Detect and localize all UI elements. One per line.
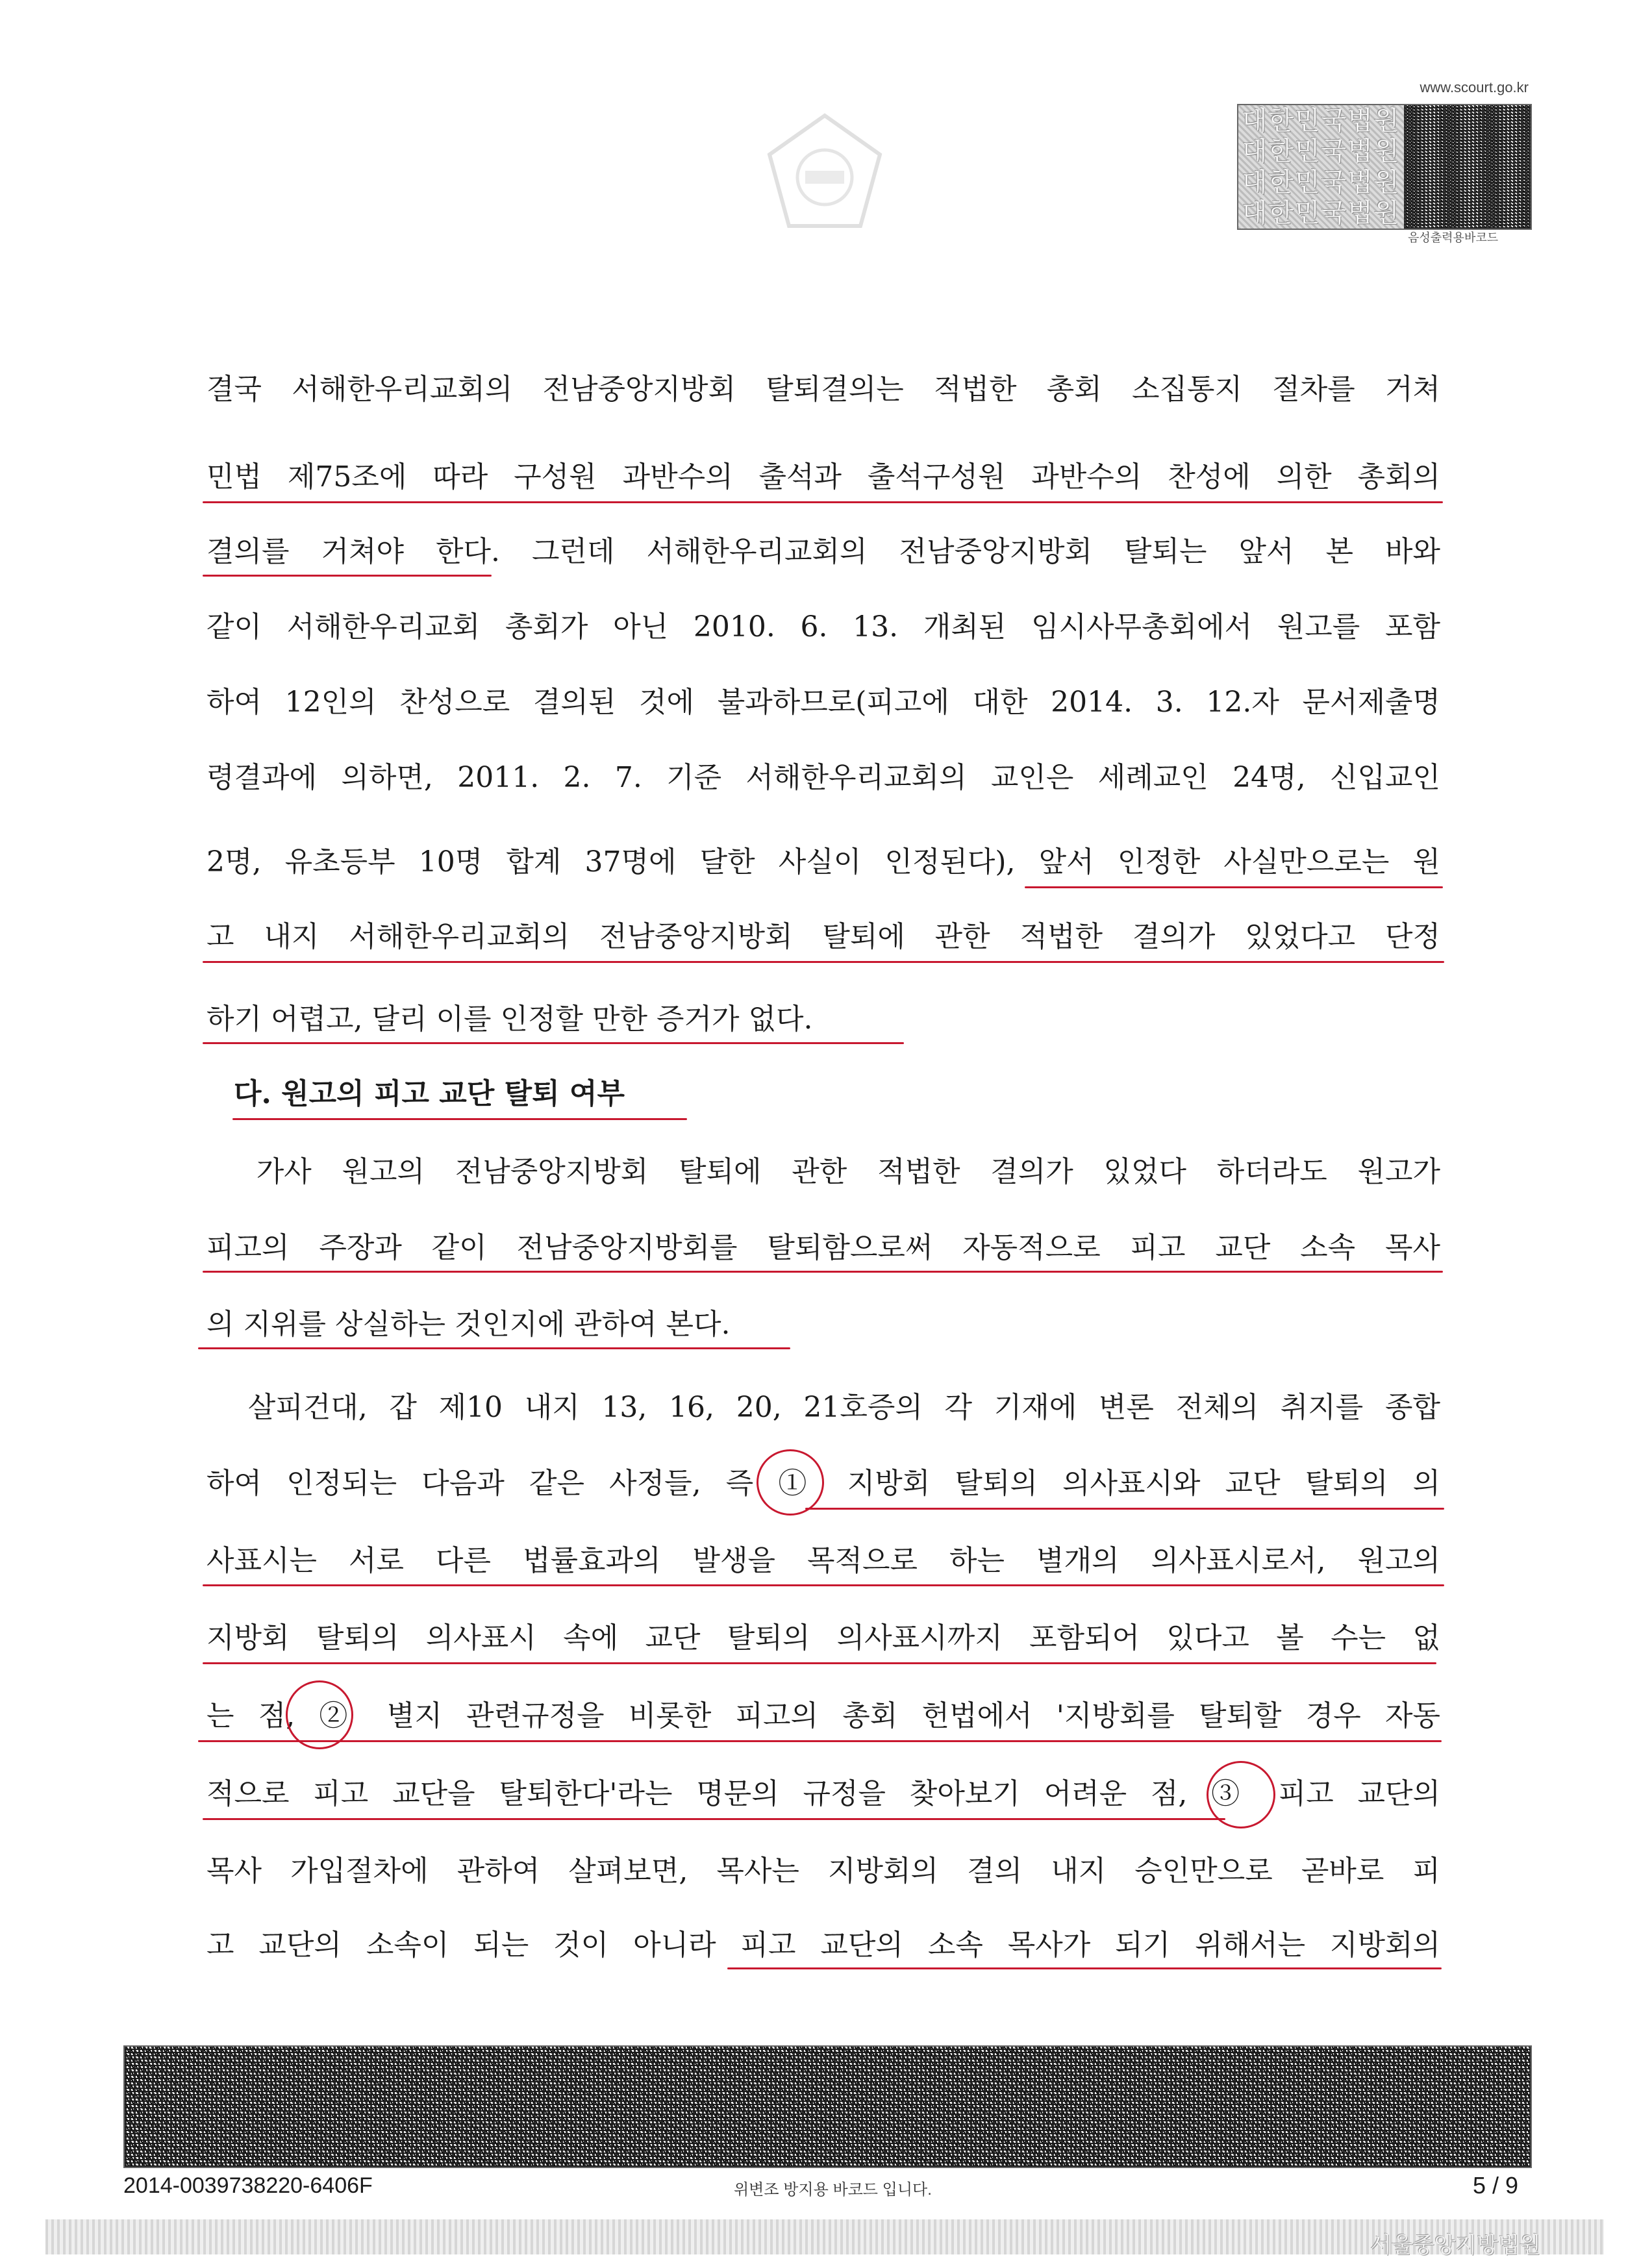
red-underline — [198, 1740, 1442, 1742]
red-underline — [198, 1347, 790, 1349]
body-line: 는 점, ② 별지 관련규정을 비롯한 피고의 총회 헌법에서 '지방회를 탈퇴할 경우 자동 — [206, 1699, 1440, 1732]
red-underline — [203, 1042, 904, 1044]
body-line: 사표시는 서로 다른 법률효과의 발생을 목적으로 하는 별개의 의사표시로서, 원고의 — [206, 1544, 1440, 1577]
red-underline — [232, 1118, 687, 1120]
court-name-watermark: 서울중앙지방법원 — [1370, 2232, 1541, 2258]
body-line: 민법 제75조에 따라 구성원 과반수의 출석과 출석구성원 과반수의 찬성에 의한 총회의 — [206, 460, 1440, 493]
body-line: 목사 가입절차에 관하여 살펴보면, 목사는 지방회의 결의 내지 승인만으로 곧바로 피 — [206, 1854, 1440, 1888]
court-emblem-watermark — [760, 109, 890, 239]
anti-forgery-barcode — [123, 2045, 1532, 2168]
red-circle-2 — [286, 1680, 353, 1749]
body-line: 령결과에 의하면, 2011. 2. 7. 기준 서해한우리교회의 교인은 세례교인 24명, 신입교인 — [206, 761, 1440, 794]
red-underline — [203, 1584, 1444, 1586]
body-line: 가사 원고의 전남중앙지방회 탈퇴에 관한 적법한 결의가 있었다 하더라도 원고가 — [206, 1155, 1440, 1188]
body-line: 살피건대, 갑 제10 내지 13, 16, 20, 21호증의 각 기재에 변론 전체의 취지를 종합 — [206, 1391, 1440, 1424]
red-underline — [727, 1967, 1442, 1969]
body-line: 같이 서해한우리교회 총회가 아닌 2010. 6. 13. 개최된 임시사무총회에서 원고를 포함 — [206, 610, 1440, 643]
body-line: 하기 어렵고, 달리 이를 인정할 만한 증거가 없다. — [206, 1003, 813, 1036]
body-line: 2명, 유초등부 10명 합계 37명에 달한 사실이 인정된다), 앞서 인정한 사실만으로는 원 — [206, 845, 1440, 879]
red-underline — [203, 961, 1444, 963]
body-line: 고 교단의 소속이 되는 것이 아니라 피고 교단의 소속 목사가 되기 위해서는 지방회의 — [206, 1928, 1441, 1962]
barcode-notice: 위변조 방지용 바코드 입니다. — [734, 2181, 932, 2199]
court-watermark: 대한민국법원 대한민국법원 대한민국법원 대한민국법원 — [1238, 105, 1404, 229]
red-underline — [203, 1662, 1436, 1664]
body-line: 하여 12인의 찬성으로 결의된 것에 불과하므로(피고에 대한 2014. 3. 12.자 문서제출명 — [206, 686, 1440, 719]
voice-output-barcode — [1237, 104, 1532, 230]
body-line: 하여 인정되는 다음과 같은 사정들, 즉 ① 지방회 탈퇴의 의사표시와 교단 탈퇴의 의 — [206, 1467, 1440, 1500]
body-line: 결의를 거쳐야 한다. 그런데 서해한우리교회의 전남중앙지방회 탈퇴는 앞서 본 바와 — [206, 535, 1440, 568]
body-line: 지방회 탈퇴의 의사표시 속에 교단 탈퇴의 의사표시까지 포함되어 있다고 볼 수는 없 — [206, 1621, 1440, 1654]
red-underline — [203, 501, 1443, 503]
page-number: 5 / 9 — [1473, 2172, 1519, 2199]
body-line: 피고의 주장과 같이 전남중앙지방회를 탈퇴함으로써 자동적으로 피고 교단 소속 목사 — [206, 1231, 1440, 1264]
document-id: 2014-0039738220-6406F — [123, 2173, 373, 2198]
body-line: 고 내지 서해한우리교회의 전남중앙지방회 탈퇴에 관한 적법한 결의가 있었다고 단정 — [206, 920, 1440, 953]
body-line: 의 지위를 상실하는 것인지에 관하여 본다. — [206, 1308, 731, 1341]
red-circle-3 — [1207, 1761, 1275, 1828]
red-underline — [203, 575, 492, 577]
red-underline — [203, 1818, 1225, 1820]
barcode-caption: 음성출력용바코드 — [1408, 231, 1499, 244]
body-line: 결국 서해한우리교회의 전남중앙지방회 탈퇴결의는 적법한 총회 소집통지 절차를 거쳐 — [206, 373, 1440, 406]
section-heading: 다. 원고의 피고 교단 탈퇴 여부 — [234, 1077, 625, 1110]
barcode-pattern — [1404, 105, 1531, 229]
body-line: 적으로 피고 교단을 탈퇴한다'라는 명문의 규정을 찾아보기 어려운 점, ③ 피고 교단의 — [206, 1777, 1440, 1810]
red-underline — [1025, 886, 1443, 888]
site-url: www.scourt.go.kr — [1420, 79, 1529, 95]
red-underline — [805, 1508, 1444, 1510]
red-underline — [203, 1271, 1443, 1273]
red-circle-1 — [757, 1449, 824, 1516]
